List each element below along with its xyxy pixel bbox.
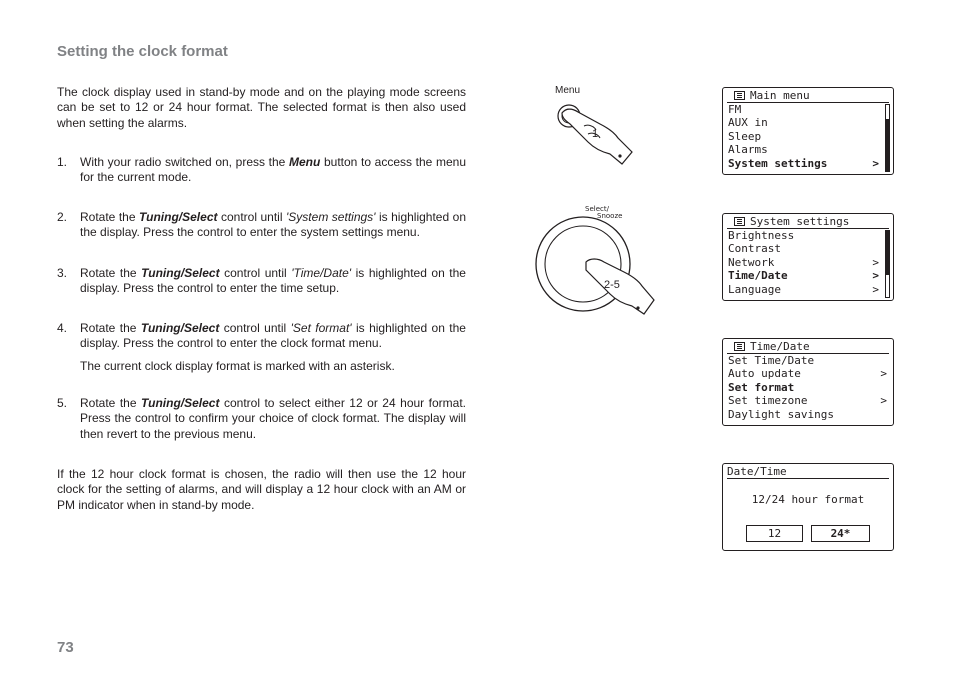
scrollbar <box>885 104 890 172</box>
section-heading: Setting the clock format <box>57 43 228 60</box>
menu-item-network[interactable]: Network > <box>728 255 879 269</box>
menu-list-icon <box>734 342 745 351</box>
tuning-select-dial-icon <box>524 214 659 320</box>
menu-list-icon <box>734 91 745 100</box>
chevron-right-icon: > <box>872 282 879 296</box>
tuning-select-keyword: Tuning/Select <box>141 266 220 280</box>
step-note: The current clock display format is marked with an asterisk. <box>80 358 395 373</box>
main-menu-list <box>728 103 879 170</box>
menu-item-contrast[interactable]: Contrast <box>728 242 781 256</box>
menu-item-set-time-date[interactable]: Set Time/Date <box>728 354 815 367</box>
intro-text: The clock display used in stand-by mode and on the playing mode screens can be set to 12 or 24 hour format. The selected format is then also used when setting the alarms. <box>57 85 466 130</box>
screen-title: Time/Date <box>727 340 889 354</box>
step-number: 4. <box>57 321 68 335</box>
screen-title: Date/Time <box>727 465 889 479</box>
tuning-select-keyword: Tuning/Select <box>139 210 218 224</box>
menu-item-daylight-savings[interactable]: Daylight savings <box>728 407 834 421</box>
outro-paragraph <box>57 467 466 513</box>
outro-text: If the 12 hour clock format is chosen, the radio will then use the 12 hour clock for the setting of alarms, and will display a 12 hour clock with an AM or PM indicator when in stand-by mode. <box>57 467 466 512</box>
system-settings-screen <box>722 213 894 301</box>
option-12-hour[interactable]: 12 <box>746 525 803 542</box>
menu-list-icon <box>734 217 745 226</box>
menu-button-label: Menu <box>555 85 581 96</box>
tuning-select-keyword: Tuning/Select <box>141 396 220 410</box>
menu-item-auto-update[interactable]: Auto update > <box>728 367 887 381</box>
menu-item-set-timezone[interactable]: Set timezone > <box>728 394 887 408</box>
scrollbar-thumb <box>886 119 889 171</box>
format-prompt: 12/24 hour format <box>751 493 865 506</box>
chevron-right-icon: > <box>872 255 879 269</box>
menu-step-label: 1 <box>592 128 599 140</box>
option-24-hour-selected[interactable]: 24* <box>811 525 870 542</box>
menu-item-system-settings[interactable]: System settings > <box>728 156 879 170</box>
menu-item-set-format[interactable]: Set format <box>728 380 795 394</box>
menu-item-aux-in[interactable]: AUX in <box>728 116 768 130</box>
tuning-select-keyword: Tuning/Select <box>140 321 220 335</box>
step-3: 3. Rotate the Tuning/Select control until 'Time/Date' is highlighted on the display. Press the control to enter the time setup. <box>57 266 466 296</box>
scrollbar-thumb <box>886 231 889 275</box>
time-date-screen <box>722 338 894 426</box>
chevron-right-icon: > <box>880 367 887 381</box>
dial-step-label: 2-5 <box>604 279 620 291</box>
step-5: 5. Rotate the Tuning/Select control to select either 12 or 24 hour format. Press the control to confirm your choice of clock format. The display will then revert to the previous menu. <box>57 396 466 441</box>
time-date-list <box>728 354 887 421</box>
step-2: 2. Rotate the Tuning/Select control until 'System settings' is highlighted on the display. Press the control to enter the system settings menu. <box>57 210 466 240</box>
menu-keyword: Menu <box>288 155 321 169</box>
menu-item-alarms[interactable]: Alarms <box>728 143 768 157</box>
select-snooze-label: Select/ Snooze <box>585 205 623 220</box>
step-4: 4. Rotate the Tuning/Select control until 'Set format' is highlighted on the display. Press the control to enter the clock format menu. The current clock display format is marked with an asterisk. <box>57 321 466 373</box>
intro-paragraph <box>57 85 466 131</box>
step-number: 2. <box>57 210 68 224</box>
main-menu-screen <box>722 87 894 175</box>
chevron-right-icon: > <box>872 156 879 170</box>
step-number: 1. <box>57 155 68 169</box>
step-1: 1. With your radio switched on, press the Menu button to access the menu for the current mode. <box>57 155 466 185</box>
menu-item-brightness[interactable]: Brightness <box>728 229 795 242</box>
step-number: 5. <box>57 396 68 410</box>
system-settings-list <box>728 229 879 296</box>
chevron-right-icon: > <box>880 394 887 408</box>
menu-item-time-date[interactable]: Time/Date > <box>728 269 879 283</box>
menu-item-fm[interactable]: FM <box>728 103 742 116</box>
menu-item-sleep[interactable]: Sleep <box>728 129 762 143</box>
menu-item-language[interactable]: Language > <box>728 282 879 296</box>
screen-title: System settings <box>727 215 889 229</box>
clock-format-screen <box>722 463 894 551</box>
scrollbar <box>885 230 890 298</box>
screen-title: Main menu <box>727 89 889 103</box>
step-number: 3. <box>57 266 68 280</box>
chevron-right-icon: > <box>872 269 879 283</box>
page-number: 73 <box>57 639 74 656</box>
